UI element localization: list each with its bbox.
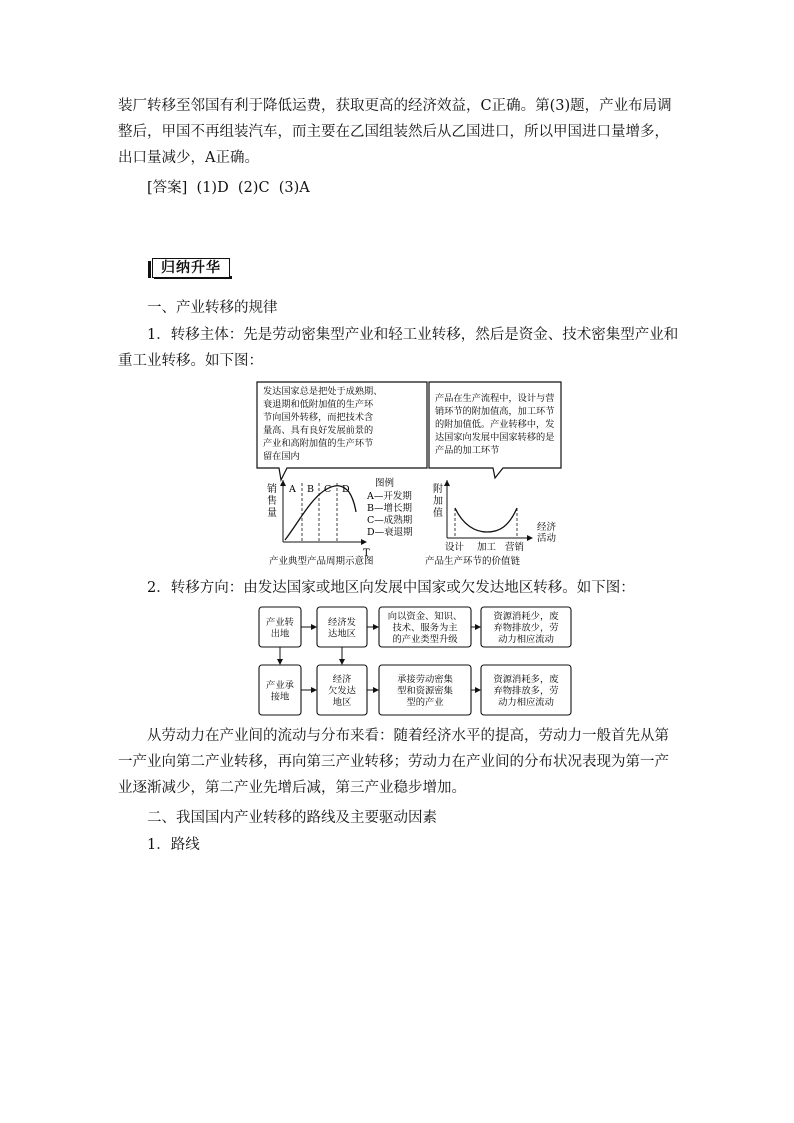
stage-label: A: [289, 484, 296, 495]
callout-left-line: 量高、具有良好发展前景的: [263, 425, 374, 436]
legend-item: B—增长期: [367, 503, 412, 514]
paragraph-transfer-subject: 1．转移主体：先是劳动密集型产业和轻工业转移，然后是资金、技术密集型产业和重工业转移。如下图：: [118, 327, 679, 369]
callout-left-line: 留在国内: [263, 451, 300, 462]
answer-line: [答案] (1)D (2)C (3)A: [147, 180, 310, 196]
callout-left-line: 发达国家总是把处于成熟期、: [263, 386, 383, 397]
product-cycle-chart: [267, 477, 413, 567]
callout-left-line: 节向国外转移，而把技术含: [263, 412, 374, 423]
value-chain-chart: [425, 480, 557, 567]
source-region-text: 出地: [270, 628, 290, 640]
legend-item: D—衰退期: [367, 527, 413, 538]
callout-left-line: 产业和高附加值的生产环节: [263, 438, 374, 449]
stage-label: D: [342, 484, 350, 495]
developed-region-text: 经济发: [328, 616, 356, 628]
x-label: 经济: [537, 522, 557, 533]
underdeveloped-region-text: 欠发达: [328, 685, 356, 697]
legend-item: A—开发期: [367, 491, 412, 502]
effect-bottom-text: 动力相应流动: [498, 697, 554, 708]
legend-title: 图例: [375, 478, 395, 489]
x-tick: 加工: [477, 542, 497, 553]
effect-bottom-text: 弃物排放多，劳: [493, 685, 559, 697]
chart-caption: 产业典型产品周期示意图: [269, 556, 374, 567]
y-label-char: 值: [433, 508, 443, 519]
x-label: T: [363, 548, 370, 559]
sub-heading-route: 1．路线: [147, 837, 200, 853]
paragraph-continuation: 装厂转移至邻国有利于降低运费，获取更高的经济效益，C正确。第(3)题，产业布局调整后，甲国不再组装汽车，而主要在乙国组装然后从乙国进口，所以甲国进口量增多，出口量减少，A正确。: [118, 98, 672, 166]
y-label-char: 销: [267, 484, 277, 495]
undertake-industry-text: 型和资源密集: [397, 685, 453, 697]
developed-region-text: 达地区: [328, 628, 356, 640]
upgrade-direction-text: 向以资金、知识、: [387, 611, 463, 622]
section-tag-label: 归纳升华: [152, 258, 230, 278]
upgrade-direction-text: 的产业类型升级: [392, 634, 458, 645]
section-tag: [148, 258, 230, 278]
value-curve: [455, 508, 517, 532]
underdeveloped-region-text: 地区: [332, 697, 352, 708]
x-tick: 设计: [445, 542, 465, 553]
chart-caption: 产品生产环节的价值链: [425, 556, 521, 567]
undertake-industry-text: 承接劳动密集: [397, 674, 453, 685]
effect-top-text: 动力相应流动: [498, 634, 554, 645]
y-label-char: 加: [433, 496, 443, 507]
receiving-region-text: 产业承: [266, 679, 294, 691]
callout-right-line: 产品的加工环节: [435, 445, 500, 456]
paragraph-labor-flow: 从劳动力在产业间的流动与分布来看：随着经济水平的提高，劳动力一般首先从第一产业向第二产业转移，再向第三产业转移；劳动力在产业间的分布状况表现为第一产业逐渐减少，第二产业先增后减，第三产业稳步增加。: [118, 728, 669, 796]
figure-product-cycle: [255, 380, 565, 570]
callout-left-line: 衰退期和低附加值的生产环: [263, 399, 374, 410]
legend-item: C—成熟期: [367, 515, 413, 526]
y-label-char: 附: [433, 484, 443, 495]
stage-label: C: [324, 484, 332, 495]
callout-right-line: 产品在生产流程中，设计与营: [435, 393, 555, 404]
effect-bottom-text: 资源消耗多，废: [493, 674, 559, 685]
receiving-region-text: 接地: [270, 691, 290, 703]
paragraph-transfer-direction: 2．转移方向：由发达国家或地区向发展中国家或欠发达地区转移。如下图：: [147, 580, 635, 596]
y-label-char: 售: [267, 496, 277, 507]
x-label: 活动: [537, 533, 557, 544]
upgrade-direction-text: 技术、服务为主: [392, 622, 458, 634]
heading-2: 二、我国国内产业转移的路线及主要驱动因素: [147, 810, 437, 826]
callout-right-line: 销环节的附加值高，加工环节: [435, 406, 555, 417]
source-region-text: 产业转: [266, 616, 294, 628]
underdeveloped-region-text: 经济: [332, 674, 352, 685]
callout-right-line: 的附加值低。产业转移中，发: [435, 419, 555, 430]
figure-transfer-flowchart: [255, 603, 575, 719]
heading-1: 一、产业转移的规律: [147, 300, 278, 316]
undertake-industry-text: 型的产业: [406, 697, 444, 708]
y-label-char: 量: [267, 508, 277, 519]
effect-top-text: 弃物排放少，劳: [493, 622, 559, 634]
callout-right-line: 达国家向发展中国家转移的是: [435, 432, 555, 443]
effect-top-text: 资源消耗少，废: [493, 611, 559, 622]
x-tick: 营销: [505, 542, 525, 553]
stage-label: B: [307, 484, 314, 495]
